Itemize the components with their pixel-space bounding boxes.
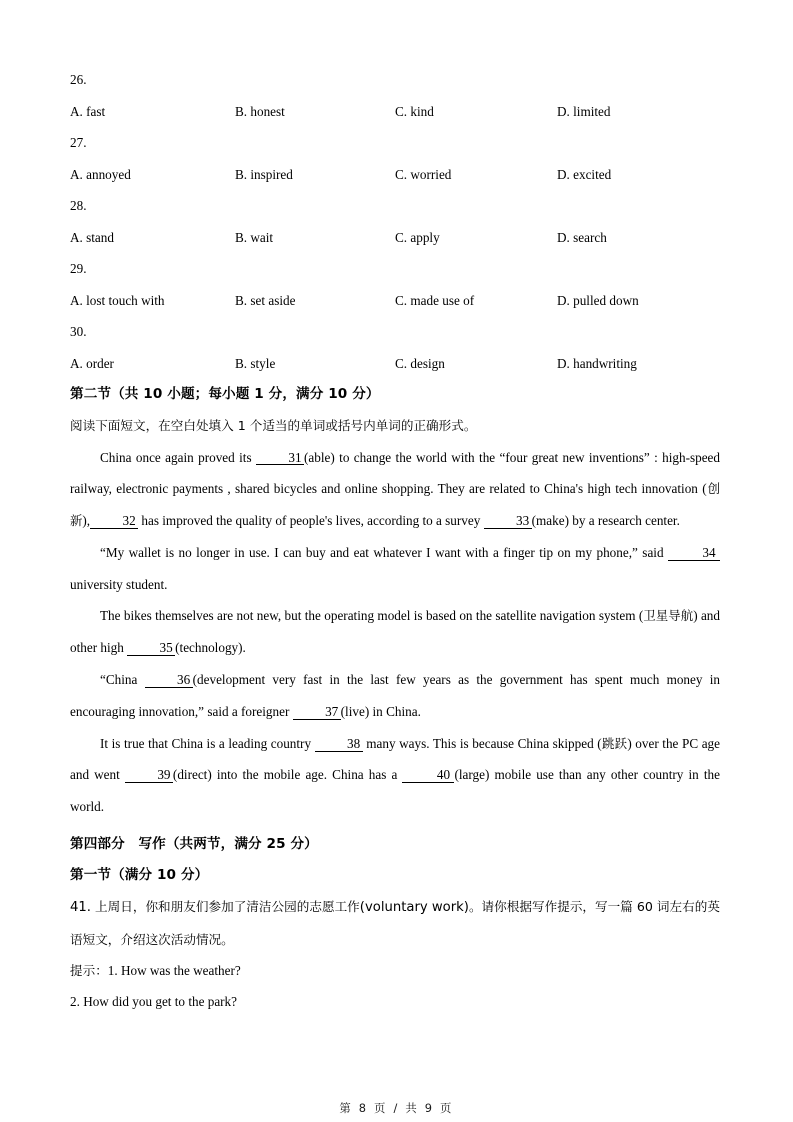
blank-33[interactable]: 33 — [484, 514, 532, 529]
section-two-instruction: 阅读下面短文，在空白处填入 1 个适当的单词或括号内单词的正确形式。 — [70, 418, 477, 433]
blank-32[interactable]: 32 — [90, 514, 138, 529]
multiple-choice-block — [70, 64, 720, 379]
option-b-27[interactable]: B. inspired — [235, 166, 293, 182]
page-footer: 第 8 页 / 共 9 页 — [339, 1101, 454, 1115]
writing-prompt-cn-b: 。请你根据写作提示，写一篇 60 词左右的英语短文，介绍这次活动情况。 — [70, 899, 720, 947]
passage-text: (direct) into the mobile age. China has a — [172, 767, 398, 783]
option-a-26[interactable]: A. fast — [70, 103, 106, 119]
writing-prompt-number: 41. — [70, 900, 91, 916]
writing-hint-2 — [70, 986, 720, 1017]
passage-text: many ways. This is because China skipped ( — [366, 735, 602, 751]
passage-paragraph-4 — [70, 664, 720, 728]
option-c-28[interactable]: C. apply — [395, 229, 440, 245]
option-c-26[interactable]: C. kind — [395, 103, 434, 119]
section-two-heading: 第二节（共 10 小题；每小题 1 分，满分 10 分） — [70, 386, 380, 402]
option-b-26[interactable]: B. honest — [235, 103, 285, 119]
writing-prompt — [70, 891, 720, 955]
blank-39[interactable]: 39 — [125, 768, 173, 783]
option-a-28[interactable]: A. stand — [70, 229, 114, 245]
page-content — [70, 64, 720, 1017]
question-number-26: 26. — [70, 72, 87, 87]
option-a-27[interactable]: A. annoyed — [70, 166, 131, 182]
passage-paragraph-3 — [70, 600, 720, 664]
part-four-subheading: 第一节（满分 10 分） — [70, 867, 209, 884]
part-four-heading: 第四部分 写作（共两节，满分 25 分） — [70, 836, 318, 853]
question-number-27: 27. — [70, 135, 87, 150]
option-c-29[interactable]: C. made use of — [395, 292, 475, 308]
passage-text: China once again proved its — [100, 449, 252, 465]
passage-text: (able) to change the world with the “four great new inventions” : high-speed railway, electronic payments , shared bicycles and online shopping. They are related to China's high tech innovation ( — [70, 449, 720, 497]
question-number-29: 29. — [70, 261, 87, 276]
blank-31[interactable]: 31 — [256, 451, 304, 466]
option-d-29[interactable]: D. pulled down — [557, 292, 639, 308]
cloze-passage — [70, 442, 720, 824]
passage-text: ) and other high — [70, 608, 720, 656]
passage-text: (development very fast in the last few years as the government has spent much money in encouraging innovation,” said a foreigner — [70, 672, 721, 719]
passage-text: ) over the PC age and went — [70, 735, 721, 783]
question-options-29 — [70, 285, 720, 317]
gloss-skipped: 跳跃 — [601, 735, 628, 751]
blank-40[interactable]: 40 — [402, 768, 454, 783]
gloss-satellite-navigation: 卫星导航 — [643, 608, 694, 624]
option-c-27[interactable]: C. worried — [395, 166, 452, 182]
passage-paragraph-2 — [70, 537, 720, 601]
passage-text: “My wallet is no longer in use. I can buy and eat whatever I want with a finger tip on my phone,” said — [100, 544, 664, 560]
question-number-28: 28. — [70, 198, 87, 213]
hints-label: 提示： — [70, 963, 108, 979]
passage-text: has improved the quality of people's lives, according to a survey — [141, 513, 481, 529]
option-b-30[interactable]: B. style — [235, 355, 276, 371]
hint-text-1: 1. How was the weather? — [107, 963, 241, 979]
blank-38[interactable]: 38 — [315, 737, 363, 752]
writing-prompt-line — [70, 891, 720, 955]
hint-text-2: 2. How did you get to the park? — [70, 994, 238, 1010]
option-d-27[interactable]: D. excited — [557, 166, 612, 182]
passage-paragraph-1 — [70, 442, 720, 537]
question-options-27 — [70, 159, 720, 191]
question-number-30: 30. — [70, 324, 87, 339]
writing-hint-1 — [70, 955, 720, 986]
passage-text: It is true that China is a leading country — [100, 735, 312, 751]
question-options-30 — [70, 348, 720, 380]
question-options-26 — [70, 96, 720, 128]
passage-paragraph-5 — [70, 728, 720, 823]
option-a-30[interactable]: A. order — [70, 355, 114, 371]
passage-text: (live) in China. — [340, 703, 421, 719]
writing-prompt-en: (voluntary work) — [359, 900, 469, 916]
passage-text: (technology). — [175, 640, 246, 656]
option-d-30[interactable]: D. handwriting — [557, 355, 637, 371]
blank-35[interactable]: 35 — [127, 641, 175, 656]
option-c-30[interactable]: C. design — [395, 355, 445, 371]
writing-prompt-cn-a: 上周日，你和朋友们参加了清洁公园的志愿工作 — [90, 899, 360, 915]
blank-37[interactable]: 37 — [293, 705, 341, 720]
option-a-29[interactable]: A. lost touch with — [70, 292, 165, 308]
option-d-28[interactable]: D. search — [557, 229, 607, 245]
passage-text: ), — [82, 513, 91, 529]
gloss-innovation: 创新 — [70, 481, 720, 529]
option-d-26[interactable]: D. limited — [557, 103, 611, 119]
passage-text: university student. — [70, 576, 168, 592]
blank-36[interactable]: 36 — [145, 673, 193, 688]
passage-text: (large) mobile use than any other country in the world. — [70, 767, 720, 815]
question-options-28 — [70, 222, 720, 254]
passage-text: The bikes themselves are not new, but the operating model is based on the satellite navigation system ( — [100, 608, 644, 624]
passage-text: “China — [100, 672, 138, 688]
passage-text: (make) by a research center. — [531, 513, 680, 529]
blank-34[interactable]: 34 — [668, 546, 720, 561]
option-b-28[interactable]: B. wait — [235, 229, 274, 245]
option-b-29[interactable]: B. set aside — [235, 292, 296, 308]
